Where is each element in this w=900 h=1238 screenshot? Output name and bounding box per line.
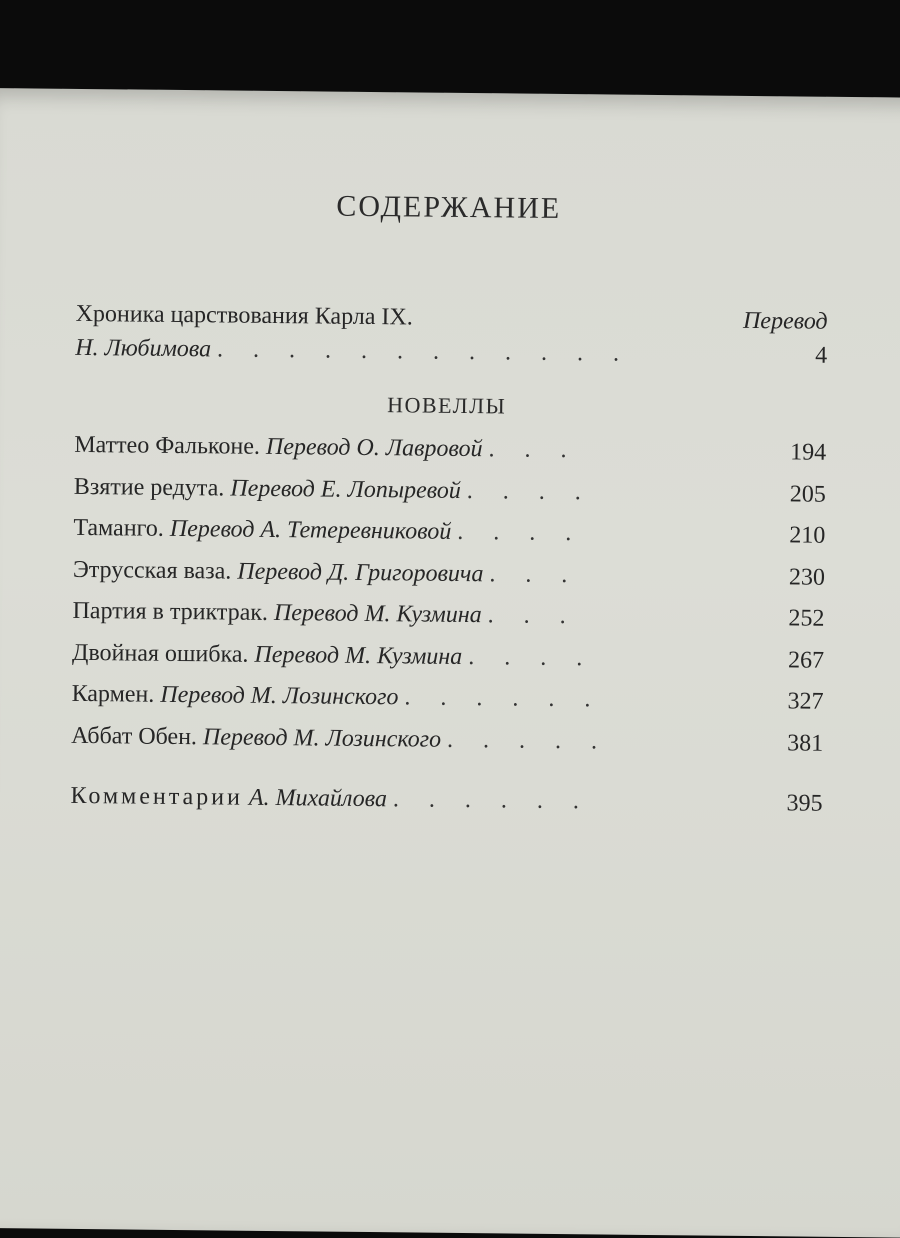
toc-entry (71, 722, 823, 762)
toc-entry (72, 639, 824, 679)
leader-dots: . . . . . . (392, 786, 592, 815)
toc-entry-main (75, 301, 828, 375)
page-number: 327 (787, 688, 824, 715)
toc-entry (73, 515, 825, 555)
entry-title: Комментарии (70, 782, 244, 811)
leader-dots: . . . (487, 602, 578, 630)
entry-title: Таманго. (73, 514, 165, 542)
page-number: 230 (788, 563, 826, 591)
entry-title: Маттео Фальконе. (74, 431, 261, 460)
page-number: 210 (789, 522, 826, 549)
entry-translator-label: Перевод (742, 307, 828, 335)
entry-title: Кармен. (71, 680, 155, 708)
leader-dots: . . . . (466, 477, 593, 505)
entry-translator: Перевод М. Лозинского (202, 723, 442, 753)
page-number: 267 (787, 646, 825, 674)
entry-title: Двойная ошибка. (71, 639, 249, 668)
page-number: 194 (790, 439, 827, 466)
leader-dots: . . . (488, 436, 579, 464)
entry-translator: Н. Любимова (75, 334, 212, 363)
page-number: 252 (788, 605, 825, 632)
entry-translator: Перевод Е. Лопыревой (230, 475, 461, 504)
leader-dots: . . . . (457, 518, 584, 547)
toc-entry (74, 432, 826, 472)
toc-entry (71, 681, 823, 721)
entry-title: Партия в триктрак. (72, 597, 269, 626)
entry-translator: Перевод О. Лавровой (265, 433, 483, 463)
page-number: 4 (815, 342, 828, 369)
entry-author: А. Михайлова (248, 784, 388, 813)
toc-entry (74, 473, 826, 513)
entry-title: Хроника царствования Карла IX. (75, 300, 413, 331)
toc-entry-commentary (70, 783, 822, 823)
entry-title: Взятие редута. (73, 473, 225, 501)
leader-dots: . . . (489, 560, 580, 588)
entry-translator: Перевод Д. Григоровича (237, 558, 484, 587)
toc-entry (73, 556, 825, 596)
leader-dots: . . . . . (446, 726, 610, 755)
section-title: НОВЕЛЛЫ (387, 392, 507, 419)
page-number: 205 (789, 480, 826, 508)
page-title: СОДЕРЖАНИЕ (336, 189, 562, 225)
leader-dots: . . . . . . (404, 684, 603, 713)
entry-translator: Перевод М. Кузмина (254, 641, 463, 670)
leader-dots: . . . . . . . . . . . . (216, 336, 632, 367)
page-number: 395 (786, 790, 823, 817)
entry-translator: Перевод М. Кузмина (273, 600, 482, 629)
entry-title: Аббат Обен. (71, 722, 198, 750)
toc-entry (72, 598, 824, 638)
page-number: 381 (787, 729, 824, 757)
leader-dots: . . . . (468, 643, 595, 671)
book-page (0, 88, 900, 1238)
entry-translator: Перевод М. Лозинского (160, 681, 399, 711)
entry-title: Этрусская ваза. (72, 556, 232, 585)
entry-translator: Перевод А. Тетеревниковой (169, 515, 452, 545)
